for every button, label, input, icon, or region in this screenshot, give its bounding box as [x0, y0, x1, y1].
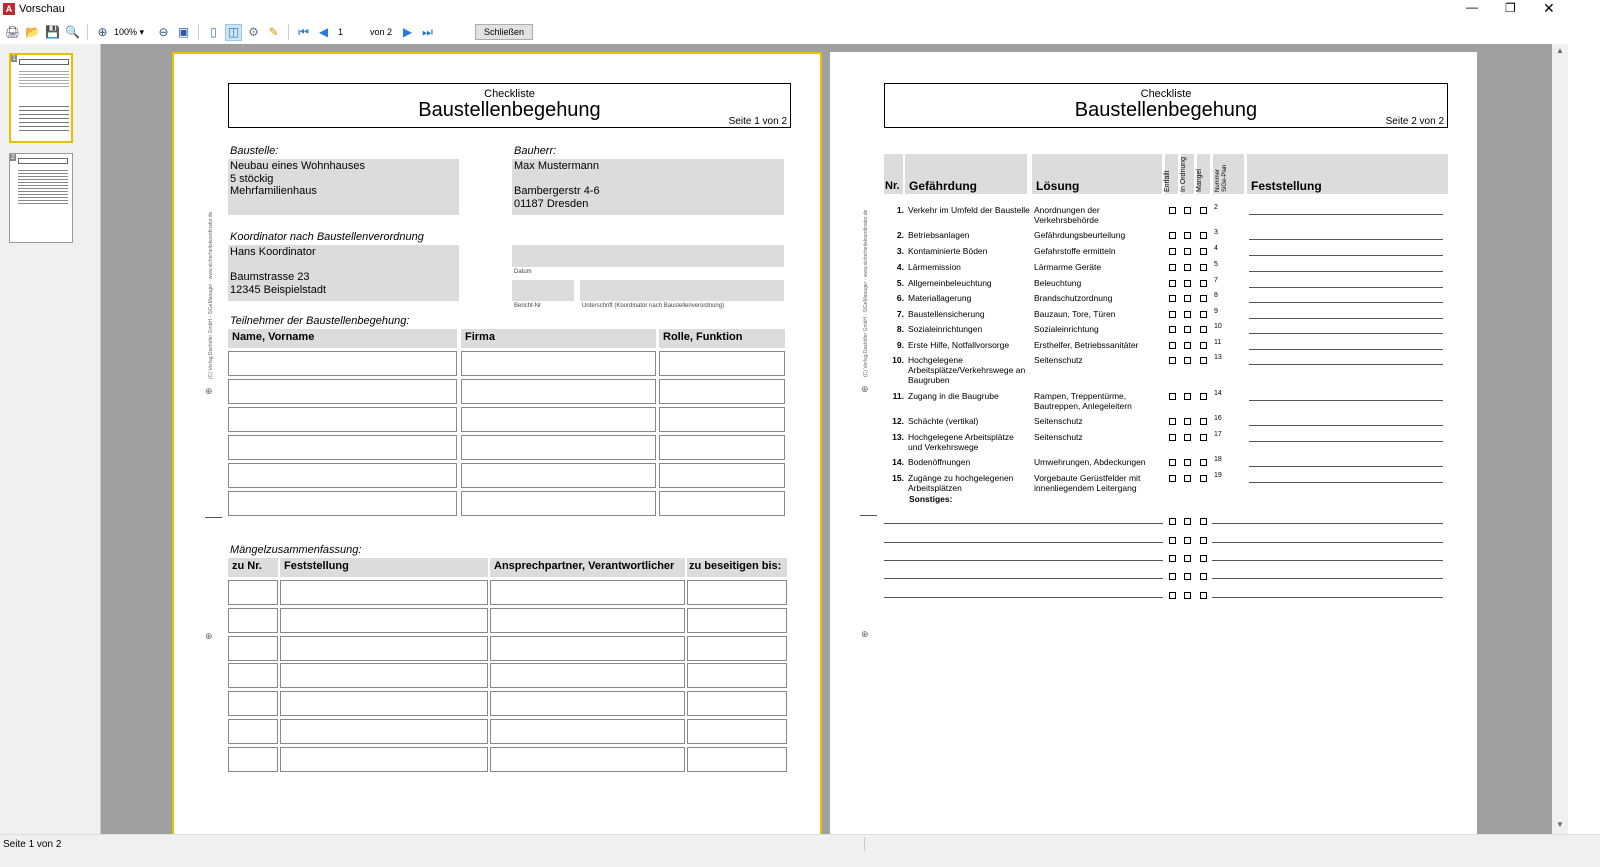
- maengel-cell[interactable]: [228, 580, 278, 605]
- checkbox-entfaellt[interactable]: [1169, 264, 1176, 271]
- row-sige-number: 7: [1214, 277, 1218, 284]
- row-number: 11.: [892, 391, 904, 401]
- checkbox-mangel[interactable]: [1200, 555, 1207, 562]
- teilnehmer-col-header: Firma: [461, 329, 656, 348]
- checkbox-entfaellt[interactable]: [1169, 573, 1176, 580]
- checkbox-in-ordnung[interactable]: [1184, 537, 1191, 544]
- field-line: Mehrfamilienhaus: [230, 185, 317, 197]
- unterschrift-field[interactable]: [580, 280, 784, 301]
- checkbox-entfaellt[interactable]: [1169, 418, 1176, 425]
- maximize-button[interactable]: ❐: [1505, 1, 1516, 15]
- bauherr-label: Bauherr:: [514, 145, 557, 157]
- maengel-cell[interactable]: [687, 663, 787, 688]
- feststellung-line[interactable]: [1249, 318, 1443, 319]
- checkbox-mangel[interactable]: [1200, 357, 1207, 364]
- checkbox-mangel[interactable]: [1200, 475, 1207, 482]
- sonstiges-label: Sonstiges:: [909, 494, 953, 504]
- checkbox-in-ordnung[interactable]: [1184, 459, 1191, 466]
- find-icon[interactable]: 🔍: [65, 25, 80, 39]
- thumb-number: 1: [12, 55, 16, 62]
- maengel-col-header: zu Nr.: [228, 558, 278, 577]
- row-loesung: Seitenschutz: [1034, 432, 1083, 442]
- checkbox-mangel[interactable]: [1200, 573, 1207, 580]
- save-icon[interactable]: 💾: [45, 25, 60, 39]
- teilnehmer-cell[interactable]: [659, 491, 785, 516]
- row-gefaehrdung: Sozialeinrichtungen: [908, 324, 983, 334]
- feststellung-line[interactable]: [1249, 364, 1443, 365]
- maengel-cell[interactable]: [280, 608, 488, 633]
- row-loesung: Sozialeinrichtung: [1034, 324, 1099, 334]
- checkbox-in-ordnung[interactable]: [1184, 475, 1191, 482]
- row-gefaehrdung: Verkehr im Umfeld der Baustelle: [908, 205, 1030, 215]
- row-loesung: Seitenschutz: [1034, 355, 1083, 365]
- thumbnail-page-1[interactable]: [9, 53, 73, 143]
- col-header-nummer: Nummer SiGe-Plan: [1213, 154, 1244, 194]
- registration-mark-icon: ⊕: [861, 629, 869, 639]
- row-number: 15.: [892, 473, 904, 483]
- col-header-mangel: Mangel: [1197, 154, 1210, 194]
- zoom-value: 100%: [114, 26, 138, 37]
- print-icon[interactable]: 🖨: [4, 25, 21, 39]
- col-header-in-ordnung: In Ordnung: [1181, 154, 1194, 194]
- thumbnail-page-2[interactable]: [9, 153, 73, 243]
- field-line: Hans Koordinator: [230, 246, 316, 258]
- field-line: [230, 259, 457, 272]
- checkbox-entfaellt[interactable]: [1169, 207, 1176, 214]
- feststellung-line[interactable]: [1249, 255, 1443, 256]
- close-window-button[interactable]: ✕: [1543, 0, 1555, 16]
- maengel-cell[interactable]: [280, 580, 488, 605]
- row-sige-number: 4: [1214, 245, 1218, 252]
- koordinator-label: Koordinator nach Baustellenverordnung: [230, 231, 424, 243]
- toolbar: [0, 20, 1600, 44]
- open-folder-icon[interactable]: 📂: [25, 25, 40, 39]
- feststellung-line[interactable]: [1249, 302, 1443, 303]
- row-number: 5.: [896, 278, 904, 288]
- row-sige-number: 2: [1214, 204, 1218, 211]
- row-sige-number: 19: [1214, 472, 1222, 479]
- prev-page-icon[interactable]: ◀: [318, 25, 329, 39]
- row-gefaehrdung: Erste Hilfe, Notfallvorsorge: [908, 340, 1010, 350]
- thumbnail-panel: [0, 44, 101, 834]
- side-copyright-text: (C) Verlag Dashöfer GmbH - SiGeManager - www.sicherheitskoordinator.de: [863, 209, 869, 377]
- row-gefaehrdung: Zugänge zu hochgelegenen Arbeitsplätzen: [908, 473, 1014, 493]
- row-sige-number: 5: [1214, 261, 1218, 268]
- checkbox-mangel[interactable]: [1200, 518, 1207, 525]
- row-loesung: Umwehrungen, Abdeckungen: [1034, 457, 1146, 467]
- feststellung-line[interactable]: [1249, 466, 1443, 467]
- row-number: 6.: [896, 293, 904, 303]
- row-loesung: Bauzaun, Tore, Türen: [1034, 309, 1116, 319]
- single-page-icon[interactable]: ▯: [210, 25, 217, 39]
- maengel-cell[interactable]: [228, 608, 278, 633]
- checkbox-entfaellt[interactable]: [1169, 537, 1176, 544]
- bericht-nr-label: Bericht-Nr: [514, 303, 542, 309]
- checkbox-in-ordnung[interactable]: [1184, 342, 1191, 349]
- separator: [198, 24, 199, 40]
- checkbox-mangel[interactable]: [1200, 459, 1207, 466]
- checkbox-mangel[interactable]: [1200, 232, 1207, 239]
- close-preview-button[interactable]: Schließen: [475, 24, 533, 40]
- app-icon: A: [3, 3, 15, 15]
- maengel-cell[interactable]: [280, 663, 488, 688]
- sonstiges-text-line[interactable]: [884, 578, 1163, 579]
- page-input[interactable]: 1: [335, 27, 367, 37]
- checkbox-in-ordnung[interactable]: [1184, 280, 1191, 287]
- first-page-icon[interactable]: ⏮: [298, 24, 309, 39]
- row-loesung: Beleuchtung: [1034, 278, 1082, 288]
- edit-icon[interactable]: ✎: [268, 25, 279, 39]
- feststellung-line[interactable]: [1249, 400, 1443, 401]
- checkbox-in-ordnung[interactable]: [1184, 555, 1191, 562]
- row-loesung: Rampen, Treppentürme, Bautreppen, Anlegeleitern: [1034, 391, 1132, 411]
- feststellung-line[interactable]: [1249, 349, 1443, 350]
- page-2: [830, 52, 1477, 834]
- maengel-cell[interactable]: [490, 636, 685, 661]
- teilnehmer-label: Teilnehmer der Baustellenbegehung:: [230, 315, 410, 327]
- checkbox-in-ordnung[interactable]: [1184, 264, 1191, 271]
- bauherr-field[interactable]: [512, 159, 784, 215]
- checkbox-mangel[interactable]: [1200, 418, 1207, 425]
- maengel-cell[interactable]: [280, 747, 488, 772]
- checkbox-entfaellt[interactable]: [1169, 393, 1176, 400]
- maengel-cell[interactable]: [490, 719, 685, 744]
- status-bar: [0, 834, 1600, 867]
- maengel-cell[interactable]: [228, 636, 278, 661]
- bericht-nr-field[interactable]: [512, 280, 574, 301]
- row-sige-number: 17: [1214, 431, 1222, 438]
- maengel-cell[interactable]: [490, 580, 685, 605]
- vertical-scrollbar[interactable]: ▲ ▼: [1552, 44, 1568, 834]
- row-sige-number: 9: [1214, 308, 1218, 315]
- header-title: Baustellenbegehung: [418, 99, 601, 121]
- maengel-cell[interactable]: [687, 747, 787, 772]
- field-line: Max Mustermann: [514, 160, 599, 172]
- maengel-cell[interactable]: [687, 719, 787, 744]
- row-gefaehrdung: Hochgelegene Arbeitsplätze und Verkehrswege: [908, 432, 1014, 452]
- row-number: 14.: [892, 457, 904, 467]
- header-page-number: Seite 2 von 2: [1385, 116, 1444, 127]
- row-gefaehrdung: Materiallagerung: [908, 293, 972, 303]
- datum-field[interactable]: [512, 245, 784, 267]
- field-line: 12345 Beispielstadt: [230, 283, 327, 296]
- row-gefaehrdung: Allgemeinbeleuchtung: [908, 278, 992, 288]
- maengel-cell[interactable]: [687, 636, 787, 661]
- teilnehmer-cell[interactable]: [228, 491, 457, 516]
- row-number: 12.: [892, 416, 904, 426]
- row-number: 2.: [896, 230, 904, 240]
- row-sige-number: 14: [1214, 390, 1222, 397]
- checkbox-in-ordnung[interactable]: [1184, 232, 1191, 239]
- checkbox-in-ordnung[interactable]: [1184, 573, 1191, 580]
- checkbox-mangel[interactable]: [1200, 295, 1207, 302]
- row-sige-number: 10: [1214, 323, 1222, 330]
- teilnehmer-cell[interactable]: [461, 379, 656, 404]
- feststellung-line[interactable]: [1249, 271, 1443, 272]
- checkbox-in-ordnung[interactable]: [1184, 326, 1191, 333]
- registration-mark-icon: ⊕: [205, 631, 213, 641]
- checkbox-in-ordnung[interactable]: [1184, 207, 1191, 214]
- title-bar: [0, 0, 1600, 19]
- row-loesung: Seitenschutz: [1034, 416, 1083, 426]
- feststellung-line[interactable]: [1249, 287, 1443, 288]
- maengel-cell[interactable]: [687, 608, 787, 633]
- checkbox-mangel[interactable]: [1200, 342, 1207, 349]
- fit-page-icon[interactable]: ▣: [177, 25, 190, 39]
- feststellung-line[interactable]: [1212, 560, 1443, 561]
- row-number: 3.: [896, 246, 904, 256]
- teilnehmer-cell[interactable]: [228, 379, 457, 404]
- checkbox-entfaellt[interactable]: [1169, 475, 1176, 482]
- checkbox-in-ordnung[interactable]: [1184, 418, 1191, 425]
- feststellung-line[interactable]: [1249, 239, 1443, 240]
- feststellung-line[interactable]: [1249, 214, 1443, 215]
- baustelle-field[interactable]: [228, 159, 459, 215]
- thumb-number: 2: [11, 154, 15, 161]
- checkbox-entfaellt[interactable]: [1169, 342, 1176, 349]
- row-sige-number: 3: [1214, 229, 1218, 236]
- checkbox-entfaellt[interactable]: [1169, 357, 1176, 364]
- unterschrift-label: Unterschrift (Koordinator nach Baustellenverordnung): [582, 303, 725, 309]
- page-1: [172, 52, 822, 834]
- teilnehmer-cell[interactable]: [461, 491, 656, 516]
- header-page-number: Seite 1 von 2: [728, 116, 787, 127]
- sonstiges-text-line[interactable]: [884, 523, 1163, 524]
- koordinator-field[interactable]: [228, 245, 459, 301]
- field-line: 5 stöckig: [230, 172, 274, 185]
- checkbox-in-ordnung[interactable]: [1184, 357, 1191, 364]
- maengel-cell[interactable]: [228, 691, 278, 716]
- teilnehmer-cell[interactable]: [659, 435, 785, 460]
- checkbox-in-ordnung[interactable]: [1184, 393, 1191, 400]
- window-title: Vorschau: [19, 3, 65, 15]
- field-line: Bambergerstr 4-6: [514, 185, 600, 197]
- settings-icon[interactable]: ⚙: [248, 25, 259, 39]
- checkbox-entfaellt[interactable]: [1169, 459, 1176, 466]
- row-sige-number: 18: [1214, 456, 1222, 463]
- maengel-cell[interactable]: [228, 747, 278, 772]
- row-number: 10.: [892, 355, 904, 365]
- row-loesung: Brandschutzordnung: [1034, 293, 1113, 303]
- feststellung-line[interactable]: [1249, 333, 1443, 334]
- checkbox-entfaellt[interactable]: [1169, 555, 1176, 562]
- field-line: Neubau eines Wohnhauses: [230, 160, 365, 172]
- header-title: Baustellenbegehung: [1074, 99, 1258, 121]
- maengel-cell[interactable]: [490, 747, 685, 772]
- checkbox-entfaellt[interactable]: [1169, 232, 1176, 239]
- checkbox-entfaellt[interactable]: [1169, 326, 1176, 333]
- datum-label: Datum: [514, 269, 532, 275]
- next-page-icon[interactable]: ▶: [402, 25, 413, 39]
- maengel-cell[interactable]: [228, 719, 278, 744]
- row-loesung: Ersthelfer, Betriebssanitäter: [1034, 340, 1139, 350]
- row-gefaehrdung: Kontaminierte Böden: [908, 246, 988, 256]
- two-page-icon[interactable]: ◫: [225, 24, 242, 41]
- page-header: [228, 83, 791, 128]
- checkbox-in-ordnung[interactable]: [1184, 311, 1191, 318]
- teilnehmer-cell[interactable]: [659, 351, 785, 376]
- maengel-cell[interactable]: [490, 691, 685, 716]
- teilnehmer-col-header: Name, Vorname: [228, 329, 457, 348]
- sonstiges-text-line[interactable]: [884, 560, 1163, 561]
- checkbox-mangel[interactable]: [1200, 592, 1207, 599]
- checkbox-mangel[interactable]: [1200, 311, 1207, 318]
- field-line: 01187 Dresden: [514, 197, 589, 210]
- teilnehmer-cell[interactable]: [228, 435, 457, 460]
- maengel-col-header: Ansprechpartner, Verantwortlicher: [490, 558, 685, 577]
- maengel-cell[interactable]: [280, 636, 488, 661]
- col-header-feststellung: Feststellung: [1247, 154, 1448, 194]
- teilnehmer-cell[interactable]: [659, 463, 785, 488]
- row-gefaehrdung: Zugang in die Baugrube: [908, 391, 999, 401]
- minimize-button[interactable]: —: [1466, 0, 1478, 14]
- header-subtitle: Checkliste: [484, 88, 535, 100]
- feststellung-line[interactable]: [1249, 441, 1443, 442]
- maengel-cell[interactable]: [280, 719, 488, 744]
- teilnehmer-cell[interactable]: [461, 407, 656, 432]
- row-gefaehrdung: Betriebsanlagen: [908, 230, 970, 240]
- teilnehmer-cell[interactable]: [659, 379, 785, 404]
- fold-mark: [860, 515, 877, 516]
- checkbox-mangel[interactable]: [1200, 326, 1207, 333]
- teilnehmer-cell[interactable]: [461, 463, 656, 488]
- teilnehmer-cell[interactable]: [228, 407, 457, 432]
- maengel-col-header: zu beseitigen bis:: [687, 558, 787, 577]
- teilnehmer-cell[interactable]: [228, 351, 457, 376]
- checkbox-mangel[interactable]: [1200, 207, 1207, 214]
- row-sige-number: 16: [1214, 415, 1222, 422]
- row-loesung: Gefahrstoffe ermitteln: [1034, 246, 1116, 256]
- col-header-entfaellt: Entfällt: [1165, 154, 1178, 194]
- row-gefaehrdung: Lärmemission: [908, 262, 961, 272]
- last-page-icon[interactable]: ⏭: [422, 24, 433, 39]
- row-sige-number: 11: [1214, 339, 1222, 346]
- checkbox-mangel[interactable]: [1200, 393, 1207, 400]
- checkbox-mangel[interactable]: [1200, 248, 1207, 255]
- row-loesung: Gefährdungsbeurteilung: [1034, 230, 1126, 240]
- sonstiges-text-line[interactable]: [884, 542, 1163, 543]
- maengel-col-header: Feststellung: [280, 558, 488, 577]
- feststellung-line[interactable]: [1249, 425, 1443, 426]
- col-header-loesung: Lösung: [1032, 154, 1162, 194]
- row-number: 7.: [896, 309, 904, 319]
- teilnehmer-cell[interactable]: [461, 435, 656, 460]
- row-loesung: Vorgebaute Gerüstfelder mit innenliegendem Leitergang: [1034, 473, 1141, 493]
- checkbox-in-ordnung[interactable]: [1184, 248, 1191, 255]
- feststellung-line[interactable]: [1212, 542, 1443, 543]
- feststellung-line[interactable]: [1249, 482, 1443, 483]
- sonstiges-text-line[interactable]: [884, 597, 1163, 598]
- row-number: 1.: [896, 205, 904, 215]
- checkbox-entfaellt[interactable]: [1169, 311, 1176, 318]
- col-header-gefaehrdung: Gefährdung: [905, 154, 1027, 194]
- checkbox-in-ordnung[interactable]: [1184, 518, 1191, 525]
- row-number: 13.: [892, 432, 904, 442]
- row-sige-number: 13: [1214, 354, 1222, 361]
- feststellung-line[interactable]: [1212, 578, 1443, 579]
- checkbox-entfaellt[interactable]: [1169, 592, 1176, 599]
- zoom-out-icon[interactable]: ⊖: [158, 25, 169, 39]
- checkbox-in-ordnung[interactable]: [1184, 434, 1191, 441]
- teilnehmer-cell[interactable]: [228, 463, 457, 488]
- checkbox-entfaellt[interactable]: [1169, 295, 1176, 302]
- maengel-cell[interactable]: [228, 663, 278, 688]
- field-line: [514, 173, 782, 186]
- maengel-cell[interactable]: [687, 580, 787, 605]
- row-gefaehrdung: Schächte (vertikal): [908, 416, 979, 426]
- zoom-select[interactable]: 100% ▾: [114, 26, 145, 37]
- baustelle-label: Baustelle:: [230, 145, 279, 157]
- checkbox-entfaellt[interactable]: [1169, 434, 1176, 441]
- teilnehmer-cell[interactable]: [659, 407, 785, 432]
- status-text: Seite 1 von 2: [3, 839, 62, 850]
- row-number: 8.: [896, 324, 904, 334]
- separator: [288, 24, 289, 40]
- maengel-cell[interactable]: [280, 691, 488, 716]
- checkbox-mangel[interactable]: [1200, 264, 1207, 271]
- row-loesung: Lärmarme Geräte: [1034, 262, 1102, 272]
- row-loesung: Anordnungen der Verkehrsbehörde: [1034, 205, 1100, 225]
- checkbox-in-ordnung[interactable]: [1184, 592, 1191, 599]
- separator: [87, 24, 88, 40]
- maengel-label: Mängelzusammenfassung:: [230, 544, 362, 556]
- row-number: 9.: [896, 340, 904, 350]
- field-line: Baumstrasse 23: [230, 271, 310, 283]
- side-copyright-text: (C) Verlag Dashöfer GmbH - SiGeManager - www.sicherheitskoordinator.de: [208, 211, 214, 379]
- row-sige-number: 8: [1214, 292, 1218, 299]
- row-gefaehrdung: Bodenöffnungen: [908, 457, 971, 467]
- maengel-cell[interactable]: [490, 608, 685, 633]
- checkbox-entfaellt[interactable]: [1169, 248, 1176, 255]
- checkbox-mangel[interactable]: [1200, 280, 1207, 287]
- row-gefaehrdung: Hochgelegene Arbeitsplätze/Verkehrswege an Baugruben: [908, 355, 1026, 385]
- row-gefaehrdung: Baustellensicherung: [908, 309, 985, 319]
- checkbox-in-ordnung[interactable]: [1184, 295, 1191, 302]
- header-subtitle: Checkliste: [1140, 88, 1192, 100]
- col-header-nr: Nr.: [884, 154, 903, 194]
- page-header: [884, 83, 1448, 128]
- registration-mark-icon: ⊕: [205, 386, 213, 396]
- row-number: 4.: [896, 262, 904, 272]
- teilnehmer-cell[interactable]: [461, 351, 656, 376]
- maengel-cell[interactable]: [687, 691, 787, 716]
- feststellung-line[interactable]: [1212, 597, 1443, 598]
- page-of-label: von 2: [370, 27, 393, 37]
- checkbox-entfaellt[interactable]: [1169, 518, 1176, 525]
- checkbox-entfaellt[interactable]: [1169, 280, 1176, 287]
- fold-mark: [205, 517, 222, 518]
- checkbox-mangel[interactable]: [1200, 537, 1207, 544]
- registration-mark-icon: ⊕: [861, 384, 869, 394]
- checkbox-mangel[interactable]: [1200, 434, 1207, 441]
- teilnehmer-col-header: Rolle, Funktion: [659, 329, 785, 348]
- maengel-cell[interactable]: [490, 663, 685, 688]
- feststellung-line[interactable]: [1212, 523, 1443, 524]
- zoom-in-icon[interactable]: ⊕: [97, 25, 108, 39]
